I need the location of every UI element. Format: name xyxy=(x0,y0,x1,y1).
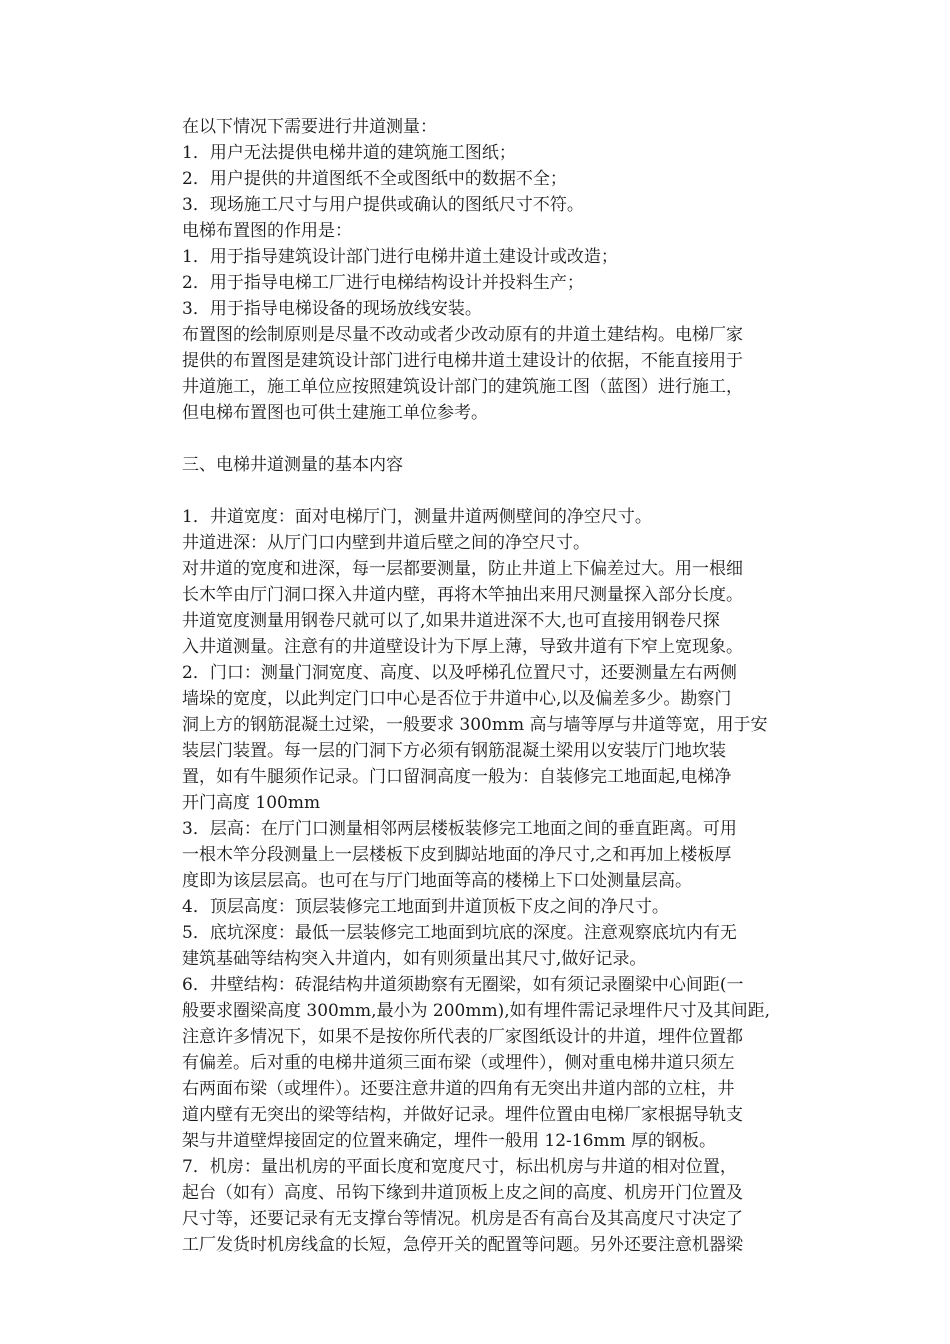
document-body xyxy=(182,114,812,1258)
text-line: 2．用户提供的井道图纸不全或图纸中的数据不全； xyxy=(182,169,567,189)
text-line: 有偏差。后对重的电梯井道须三面布梁（或埋件），侧对重电梯井道只须左 xyxy=(182,1053,735,1073)
text-line: 墙垛的宽度，以此判定门口中心是否位于井道中心,以及偏差多少。勘察门 xyxy=(182,689,732,709)
text-line: 井道宽度测量用钢卷尺就可以了,如果井道进深不大,也可直接用钢卷尺探 xyxy=(182,611,720,631)
text-line: 注意许多情况下，如果不是按你所代表的厂家图纸设计的井道，埋件位置都 xyxy=(182,1027,743,1047)
text-line: 对井道的宽度和进深，每一层都要测量，防止井道上下偏差过大。用一根细 xyxy=(182,559,743,579)
text-line: 3．用于指导电梯设备的现场放线安装。 xyxy=(182,299,482,319)
text-line: 装层门装置。每一层的门洞下方必须有钢筋混凝土梁用以安装厅门地坎装 xyxy=(182,741,726,761)
text-line: 井道进深：从厅门口内壁到井道后壁之间的净空尺寸。 xyxy=(182,533,590,553)
text-line: 1．井道宽度：面对电梯厅门，测量井道两侧壁间的净空尺寸。 xyxy=(182,507,652,527)
text-line: 但电梯布置图也可供土建施工单位参考。 xyxy=(182,403,488,423)
text-line: 三、电梯井道测量的基本内容 xyxy=(182,455,403,475)
text-line: 5．底坑深度：最低一层装修完工地面到坑底的深度。注意观察底坑内有无 xyxy=(182,923,737,943)
text-line: 入井道测量。注意有的井道壁设计为下厚上薄，导致井道有下窄上宽现象。 xyxy=(182,637,743,657)
text-line: 1．用于指导建筑设计部门进行电梯井道土建设计或改造； xyxy=(182,247,618,267)
text-line: 2．门口：测量门洞宽度、高度、以及呼梯孔位置尺寸，还要测量左右两侧 xyxy=(182,663,737,683)
text-line: 置，如有牛腿须作记录。门口留洞高度一般为：自装修完工地面起,电梯净 xyxy=(182,767,732,787)
text-line: 工厂发货时机房线盒的长短，急停开关的配置等问题。另外还要注意机器梁 xyxy=(182,1235,743,1255)
text-line: 4．顶层高度：顶层装修完工地面到井道顶板下皮之间的净尺寸。 xyxy=(182,897,669,917)
blank-line xyxy=(182,478,812,504)
text-line: 道内壁有无突出的梁等结构，并做好记录。埋件位置由电梯厂家根据导轨支 xyxy=(182,1105,743,1125)
text-line: 开门高度 100mm xyxy=(182,793,321,813)
blank-line xyxy=(182,426,812,452)
text-line: 度即为该层层高。也可在与厅门地面等高的楼梯上下口处测量层高。 xyxy=(182,871,692,891)
text-line: 建筑基础等结构突入井道内，如有则须量出其尺寸,做好记录。 xyxy=(182,949,647,969)
text-line: 般要求圈梁高度 300mm,最小为 200mm),如有埋件需记录埋件尺寸及其间距, xyxy=(182,1001,771,1021)
text-line: 1．用户无法提供电梯井道的建筑施工图纸； xyxy=(182,143,516,163)
text-line: 井道施工，施工单位应按照建筑设计部门的建筑施工图（蓝图）进行施工， xyxy=(182,377,743,397)
text-line: 3．层高：在厅门口测量相邻两层楼板装修完工地面之间的垂直距离。可用 xyxy=(182,819,737,839)
text-line: 6．井壁结构：砖混结构井道须勘察有无圈梁，如有须记录圈梁中心间距(一 xyxy=(182,975,744,995)
text-line: 布置图的绘制原则是尽量不改动或者少改动原有的井道土建结构。电梯厂家 xyxy=(182,325,743,345)
text-line: 洞上方的钢筋混凝土过梁，一般要求 300mm 高与墙等厚与井道等宽，用于安 xyxy=(182,715,768,735)
text-line: 提供的布置图是建筑设计部门进行电梯井道土建设计的依据，不能直接用于 xyxy=(182,351,743,371)
text-line: 长木竿由厅门洞口探入井道内壁，再将木竿抽出来用尺测量探入部分长度。 xyxy=(182,585,743,605)
text-line: 7．机房：量出机房的平面长度和宽度尺寸，标出机房与井道的相对位置， xyxy=(182,1157,737,1177)
text-line: 架与井道壁焊接固定的位置来确定，埋件一般用 12-16mm 厚的钢板。 xyxy=(182,1131,717,1151)
text-line: 3．现场施工尺寸与用户提供或确认的图纸尺寸不符。 xyxy=(182,195,584,215)
text-line: 在以下情况下需要进行井道测量： xyxy=(182,117,437,137)
text-line: 2．用于指导电梯工厂进行电梯结构设计并投料生产； xyxy=(182,273,584,293)
text-line: 电梯布置图的作用是： xyxy=(182,221,352,241)
text-line: 右两面布梁（或埋件）。还要注意井道的四角有无突出井道内部的立柱，井 xyxy=(182,1079,735,1099)
text-line: 尺寸等，还要记录有无支撑台等情况。机房是否有高台及其高度尺寸决定了 xyxy=(182,1209,743,1229)
text-line: 一根木竿分段测量上一层楼板下皮到脚站地面的净尺寸,之和再加上楼板厚 xyxy=(182,845,732,865)
text-line: 起台（如有）高度、吊钩下缘到井道顶板上皮之间的高度、机房开门位置及 xyxy=(182,1183,743,1203)
